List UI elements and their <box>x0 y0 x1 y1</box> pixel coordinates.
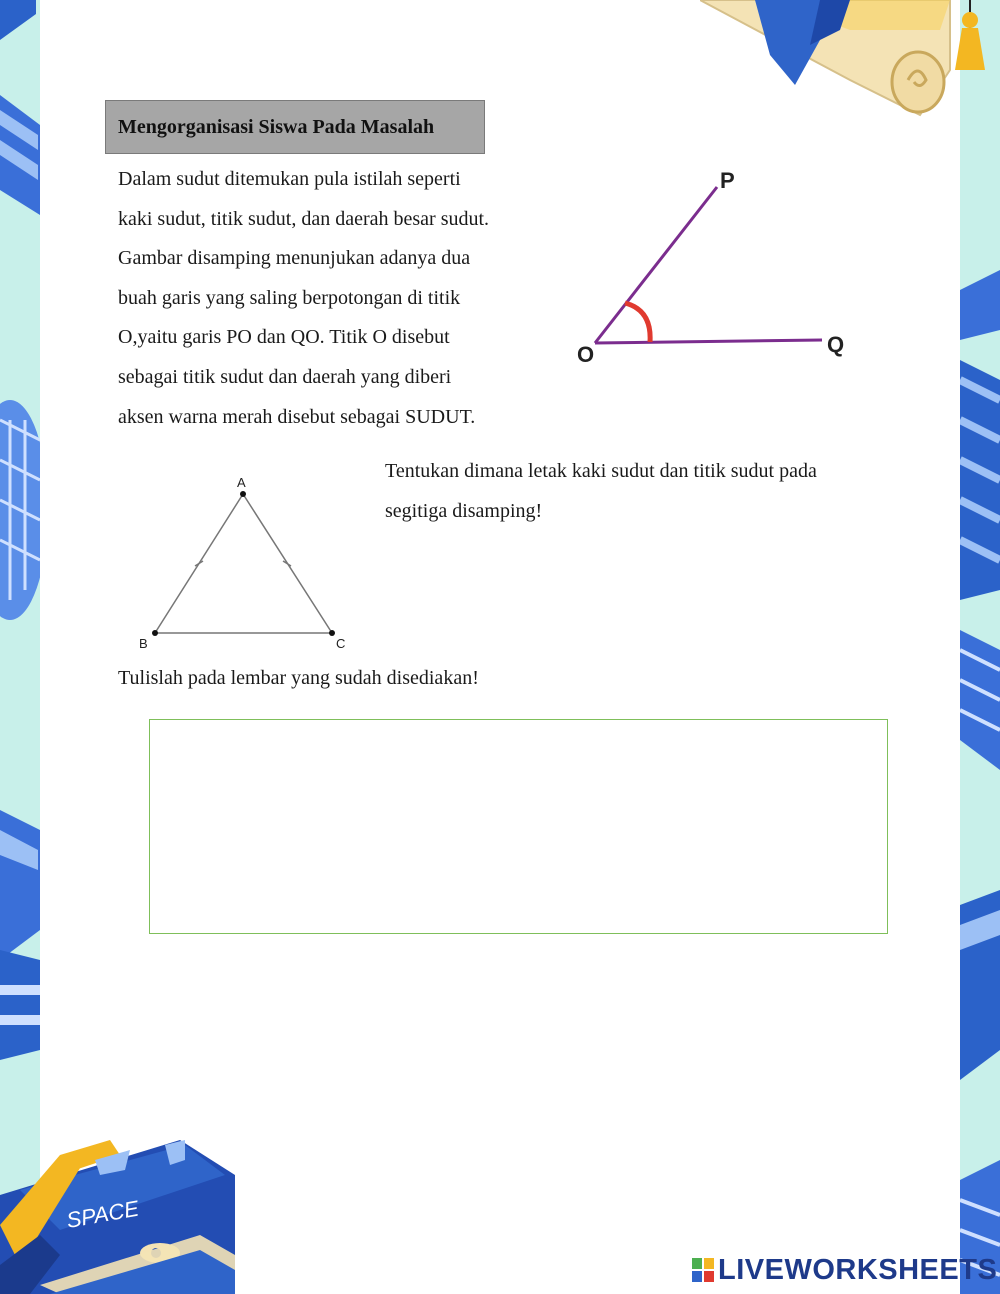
book-label: SPACE <box>64 1195 141 1233</box>
paragraph-line: kaki sudut, titik sudut, dan daerah besar sudut. <box>118 207 490 230</box>
triangle-abc <box>155 494 332 633</box>
paragraph-line: Gambar disamping menunjukan adanya dua <box>118 247 471 270</box>
paragraph-line: sebagai titik sudut dan daerah yang diberi <box>118 365 452 388</box>
label-b: B <box>139 636 148 651</box>
section-title: Mengorganisasi Siswa Pada Masalah <box>105 100 485 154</box>
label-o: O <box>577 342 595 367</box>
paragraph-line: buah garis yang saling berpotongan di titik <box>118 286 461 309</box>
paragraph-line: aksen warna merah disebut sebagai SUDUT. <box>118 405 476 428</box>
paragraph-line: Dalam sudut ditemukan pula istilah seperti <box>118 168 461 190</box>
brand-grid-icon <box>692 1258 714 1282</box>
question-text <box>385 452 915 531</box>
angle-figure <box>560 160 870 380</box>
answer-input-box[interactable] <box>149 719 888 934</box>
brand-text: LIVEWORKSHEETS <box>718 1253 998 1286</box>
diploma-scroll-decoration <box>700 0 1000 120</box>
right-decoration <box>956 0 1000 1294</box>
label-p: P <box>720 168 735 193</box>
label-q: Q <box>827 332 845 357</box>
question-line: Tentukan dimana letak kaki sudut dan titik sudut pada <box>385 460 817 482</box>
left-decoration <box>0 0 44 1294</box>
ray-op <box>595 187 717 343</box>
angle-arc <box>625 303 650 342</box>
triangle-figure <box>130 470 360 655</box>
paragraph-line: O,yaitu garis PO dan QO. Titik O disebut <box>118 326 450 349</box>
label-c: C <box>336 636 346 651</box>
ray-oq <box>595 340 822 343</box>
instruction-text: Tulislah pada lembar yang sudah disediakan! <box>118 667 479 689</box>
label-a: A <box>237 475 246 490</box>
explanation-paragraph <box>118 160 558 437</box>
liveworksheets-logo <box>692 1252 997 1288</box>
book-decoration <box>0 1135 250 1294</box>
question-line: segitiga disamping! <box>385 499 543 522</box>
